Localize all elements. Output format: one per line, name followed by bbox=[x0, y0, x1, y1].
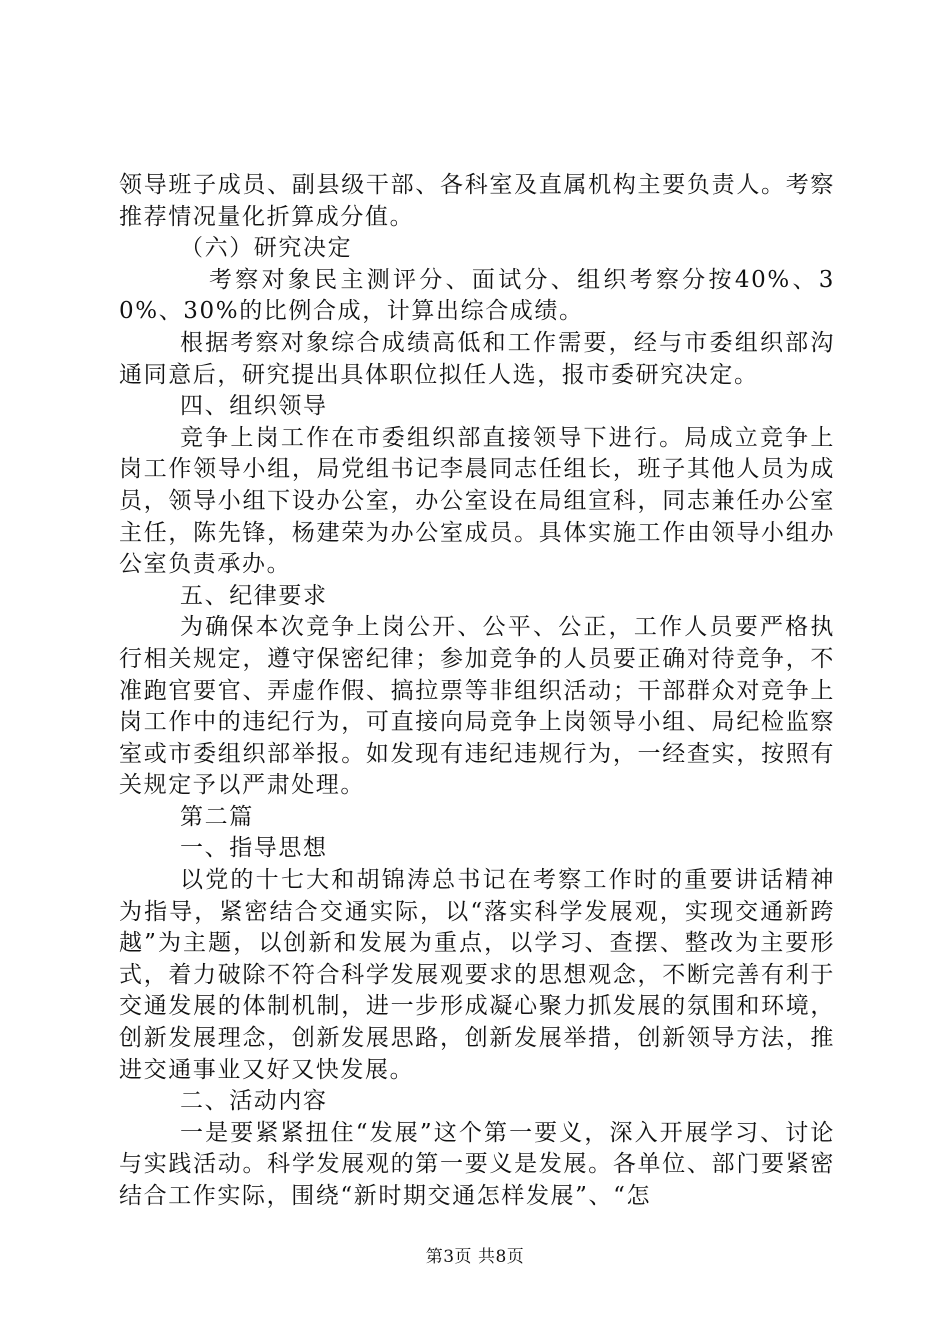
paragraph: 竞争上岗工作在市委组织部直接领导下进行。局成立竞争上岗工作领导小组，局党组书记李晨同志任组长，班子其他人员为成员，领导小组下设办公室，办公室设在局组宣科，同志兼任办公室主任，陈先锋，杨建荣为办公室成员。具体实施工作由领导小组办公室负责承办。 bbox=[119, 424, 835, 578]
document-body bbox=[119, 170, 835, 1213]
section-heading: 二、活动内容 bbox=[180, 1088, 328, 1115]
section-heading: 一、指导思想 bbox=[180, 835, 328, 862]
paragraph: 考察对象民主测评分、面试分、组织考察分按40%、30%、30%的比例合成，计算出综合成绩。 bbox=[119, 266, 835, 325]
paragraph: 根据考察对象综合成绩高低和工作需要，经与市委组织部沟通同意后，研究提出具体职位拟任人选，报市委研究决定。 bbox=[119, 329, 835, 388]
paragraph: 以党的十七大和胡锦涛总书记在考察工作时的重要讲话精神为指导，紧密结合交通实际，以“落实科学发展观，实现交通新跨越”为主题，以创新和发展为重点，以学习、查摆、整改为主要形式，着力破除不符合科学发展观要求的思想观念，不断完善有利于交通发展的体制机制，进一步形成凝心聚力抓发展的氛围和环境，创新发展理念，创新发展思路，创新发展举措，创新领导方法，推进交通事业又好又快发展。 bbox=[119, 867, 835, 1083]
chapter-heading: 第二篇 bbox=[180, 803, 254, 830]
paragraph: 一是要紧紧扭住“发展”这个第一要义，深入开展学习、讨论与实践活动。科学发展观的第一要义是发展。各单位、部门要紧密结合工作实际，围绕“新时期交通怎样发展”、“怎 bbox=[119, 1119, 835, 1209]
section-heading: 五、纪律要求 bbox=[180, 582, 328, 609]
page-footer: 第3页 共8页 bbox=[425, 1247, 525, 1267]
paragraph: 为确保本次竞争上岗公开、公平、公正，工作人员要严格执行相关规定，遵守保密纪律；参加竞争的人员要正确对待竞争，不准跑官要官、弄虚作假、搞拉票等非组织活动；干部群众对竞争上岗工作中的违纪行为，可直接向局竞争上岗领导小组、局纪检监察室或市委组织部举报。如发现有违纪违规行为，一经查实，按照有关规定予以严肃处理。 bbox=[119, 614, 835, 799]
section-heading: 四、组织领导 bbox=[180, 393, 328, 420]
paragraph: 领导班子成员、副县级干部、各科室及直属机构主要负责人。考察推荐情况量化折算成分值。 bbox=[119, 172, 835, 230]
section-heading: （六）研究决定 bbox=[180, 235, 353, 262]
